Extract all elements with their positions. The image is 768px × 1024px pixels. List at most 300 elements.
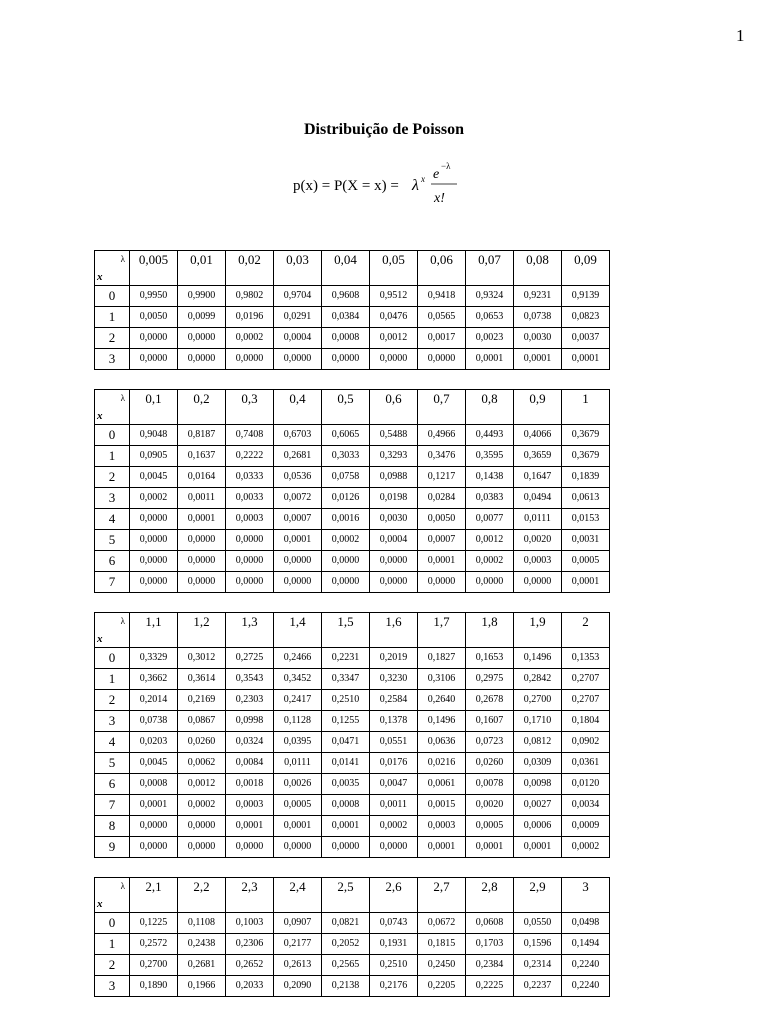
probability-cell: 0,1647 [514,467,562,488]
probability-cell: 0,0004 [274,328,322,349]
probability-cell: 0,0738 [130,711,178,732]
probability-cell: 0,0008 [322,795,370,816]
probability-cell: 0,0000 [274,349,322,370]
probability-cell: 0,0050 [130,307,178,328]
table-corner [95,251,130,286]
lambda-header: 2,8 [466,878,514,913]
probability-cell: 0,0384 [322,307,370,328]
probability-cell: 0,0007 [418,530,466,551]
table-row [95,446,610,467]
table-corner [95,613,130,648]
probability-cell: 0,1703 [466,934,514,955]
poisson-table-4 [94,877,610,997]
probability-cell: 0,0723 [466,732,514,753]
probability-cell: 0,1804 [562,711,610,732]
x-value: 1 [95,446,130,467]
probability-cell: 0,2678 [466,690,514,711]
probability-cell: 0,2177 [274,934,322,955]
probability-cell: 0,3679 [562,425,610,446]
probability-cell: 0,2222 [226,446,274,467]
probability-cell: 0,2176 [370,976,418,997]
lambda-header: 1,8 [466,613,514,648]
probability-cell: 0,1438 [466,467,514,488]
poisson-formula [0,160,768,210]
x-value: 3 [95,711,130,732]
probability-cell: 0,0000 [322,572,370,593]
probability-cell: 0,0002 [178,795,226,816]
probability-cell: 0,0018 [226,774,274,795]
probability-cell: 0,0012 [466,530,514,551]
lambda-header: 2,1 [130,878,178,913]
lambda-axis-label: λ [120,616,125,626]
probability-cell: 0,0284 [418,488,466,509]
lambda-header-row [95,251,610,286]
probability-cell: 0,0000 [226,551,274,572]
formula-numerator: e [433,167,440,182]
probability-cell: 0,0098 [514,774,562,795]
probability-cell: 0,0000 [130,551,178,572]
probability-cell: 0,0324 [226,732,274,753]
probability-cell: 0,2700 [130,955,178,976]
probability-cell: 0,2019 [370,648,418,669]
table-row [95,976,610,997]
probability-cell: 0,0047 [370,774,418,795]
probability-cell: 0,0007 [274,509,322,530]
probability-cell: 0,2450 [418,955,466,976]
probability-cell: 0,2510 [370,955,418,976]
probability-cell: 0,2384 [466,955,514,976]
tables-area [94,250,614,1000]
poisson-table-3 [94,612,610,858]
table-row [95,572,610,593]
probability-cell: 0,0000 [130,837,178,858]
probability-cell: 0,0035 [322,774,370,795]
probability-cell: 0,2510 [322,690,370,711]
probability-cell: 0,0821 [322,913,370,934]
x-value: 0 [95,425,130,446]
lambda-header: 0,3 [226,390,274,425]
probability-cell: 0,2240 [562,955,610,976]
probability-cell: 0,0291 [274,307,322,328]
probability-cell: 0,0812 [514,732,562,753]
probability-cell: 0,0905 [130,446,178,467]
lambda-header: 0,02 [226,251,274,286]
table-row [95,690,610,711]
probability-cell: 0,0050 [418,509,466,530]
probability-cell: 0,1378 [370,711,418,732]
table-row [95,551,610,572]
probability-cell: 0,0008 [322,328,370,349]
lambda-header: 0,07 [466,251,514,286]
probability-cell: 0,0000 [178,551,226,572]
lambda-header: 2,9 [514,878,562,913]
probability-cell: 0,1815 [418,934,466,955]
probability-cell: 0,0000 [226,530,274,551]
probability-cell: 0,0000 [130,572,178,593]
probability-cell: 0,0011 [370,795,418,816]
probability-cell: 0,3452 [274,669,322,690]
probability-cell: 0,2725 [226,648,274,669]
lambda-header-row [95,613,610,648]
probability-cell: 0,0867 [178,711,226,732]
table-row [95,795,610,816]
probability-cell: 0,0006 [514,816,562,837]
x-value: 5 [95,753,130,774]
probability-cell: 0,0001 [274,816,322,837]
lambda-header: 0,01 [178,251,226,286]
probability-cell: 0,0031 [562,530,610,551]
lambda-header: 0,5 [322,390,370,425]
probability-cell: 0,0008 [130,774,178,795]
x-axis-label: x [97,410,103,422]
x-value: 5 [95,530,130,551]
lambda-header: 2 [562,613,610,648]
probability-cell: 0,0565 [418,307,466,328]
probability-cell: 0,0000 [274,572,322,593]
x-value: 7 [95,572,130,593]
lambda-header: 1 [562,390,610,425]
probability-cell: 0,1839 [562,467,610,488]
probability-cell: 0,0002 [562,837,610,858]
probability-cell: 0,2584 [370,690,418,711]
probability-cell: 0,3012 [178,648,226,669]
table-row [95,648,610,669]
lambda-header: 0,8 [466,390,514,425]
x-value: 3 [95,488,130,509]
lambda-header: 2,7 [418,878,466,913]
probability-cell: 0,0164 [178,467,226,488]
probability-cell: 0,2417 [274,690,322,711]
probability-cell: 0,0260 [178,732,226,753]
lambda-axis-label: λ [120,881,125,891]
probability-cell: 0,9900 [178,286,226,307]
x-value: 1 [95,669,130,690]
probability-cell: 0,3614 [178,669,226,690]
probability-cell: 0,0000 [370,572,418,593]
lambda-header: 0,08 [514,251,562,286]
probability-cell: 0,0498 [562,913,610,934]
probability-cell: 0,0001 [562,349,610,370]
probability-cell: 0,2613 [274,955,322,976]
lambda-header: 1,5 [322,613,370,648]
x-value: 1 [95,934,130,955]
probability-cell: 0,0141 [322,753,370,774]
probability-cell: 0,0000 [178,349,226,370]
probability-cell: 0,6065 [322,425,370,446]
probability-cell: 0,1890 [130,976,178,997]
probability-cell: 0,0030 [370,509,418,530]
probability-cell: 0,2240 [562,976,610,997]
probability-cell: 0,1596 [514,934,562,955]
probability-cell: 0,1108 [178,913,226,934]
lambda-header: 0,7 [418,390,466,425]
probability-cell: 0,1217 [418,467,466,488]
probability-cell: 0,0084 [226,753,274,774]
probability-cell: 0,7408 [226,425,274,446]
lambda-header: 2,6 [370,878,418,913]
probability-cell: 0,0383 [466,488,514,509]
probability-cell: 0,0000 [322,349,370,370]
probability-cell: 0,2652 [226,955,274,976]
probability-cell: 0,0000 [514,572,562,593]
table-row [95,488,610,509]
probability-cell: 0,0902 [562,732,610,753]
probability-cell: 0,0536 [274,467,322,488]
x-value: 2 [95,467,130,488]
probability-cell: 0,2090 [274,976,322,997]
probability-cell: 0,9608 [322,286,370,307]
probability-cell: 0,2438 [178,934,226,955]
probability-cell: 0,0001 [322,816,370,837]
probability-cell: 0,0002 [466,551,514,572]
probability-cell: 0,0196 [226,307,274,328]
probability-cell: 0,1128 [274,711,322,732]
x-value: 1 [95,307,130,328]
probability-cell: 0,0653 [466,307,514,328]
table-row [95,732,610,753]
table-corner [95,878,130,913]
probability-cell: 0,0000 [130,816,178,837]
probability-cell: 0,0001 [514,349,562,370]
probability-cell: 0,0099 [178,307,226,328]
probability-cell: 0,3679 [562,446,610,467]
probability-cell: 0,0000 [178,328,226,349]
probability-cell: 0,2237 [514,976,562,997]
probability-cell: 0,0395 [274,732,322,753]
probability-cell: 0,2014 [130,690,178,711]
formula-exponent-x: x [421,174,425,184]
x-value: 0 [95,913,130,934]
probability-cell: 0,2314 [514,955,562,976]
lambda-header-row [95,878,610,913]
table-row [95,307,610,328]
probability-cell: 0,0738 [514,307,562,328]
x-value: 3 [95,976,130,997]
table-row [95,425,610,446]
probability-cell: 0,0988 [370,467,418,488]
formula-lhs: p(x) = P(X = x) = [293,178,399,194]
lambda-header: 0,1 [130,390,178,425]
probability-cell: 0,0120 [562,774,610,795]
formula-denominator: x! [434,191,445,206]
probability-cell: 0,1637 [178,446,226,467]
x-value: 0 [95,286,130,307]
x-axis-label: x [97,898,103,910]
probability-cell: 0,0998 [226,711,274,732]
probability-cell: 0,4493 [466,425,514,446]
page-title: Distribuição de Poisson [303,121,464,138]
probability-cell: 0,0020 [466,795,514,816]
probability-cell: 0,0001 [514,837,562,858]
probability-cell: 0,0002 [130,488,178,509]
probability-cell: 0,2306 [226,934,274,955]
probability-cell: 0,2640 [418,690,466,711]
probability-cell: 0,0176 [370,753,418,774]
lambda-header: 0,9 [514,390,562,425]
probability-cell: 0,0471 [322,732,370,753]
probability-cell: 0,0072 [274,488,322,509]
probability-cell: 0,2565 [322,955,370,976]
probability-cell: 0,0000 [418,572,466,593]
x-value: 0 [95,648,130,669]
probability-cell: 0,2572 [130,934,178,955]
formula-lambda: λ [412,177,419,194]
probability-cell: 0,0001 [466,349,514,370]
table-row [95,286,610,307]
probability-cell: 0,2303 [226,690,274,711]
probability-cell: 0,0000 [322,551,370,572]
probability-cell: 0,0000 [130,349,178,370]
probability-cell: 0,2052 [322,934,370,955]
probability-cell: 0,2231 [322,648,370,669]
lambda-header: 1,2 [178,613,226,648]
probability-cell: 0,0203 [130,732,178,753]
probability-cell: 0,2975 [466,669,514,690]
table-row [95,837,610,858]
lambda-header: 0,005 [130,251,178,286]
probability-cell: 0,0034 [562,795,610,816]
x-value: 8 [95,816,130,837]
probability-cell: 0,0015 [418,795,466,816]
probability-cell: 0,0823 [562,307,610,328]
probability-cell: 0,0000 [466,572,514,593]
probability-cell: 0,0000 [274,551,322,572]
probability-cell: 0,3662 [130,669,178,690]
probability-cell: 0,0033 [226,488,274,509]
lambda-header: 1,1 [130,613,178,648]
probability-cell: 0,0030 [514,328,562,349]
probability-cell: 0,2169 [178,690,226,711]
probability-cell: 0,0000 [370,349,418,370]
probability-cell: 0,9231 [514,286,562,307]
probability-cell: 0,2205 [418,976,466,997]
poisson-table-1 [94,250,610,370]
page-number: 1 [736,26,745,45]
probability-cell: 0,9048 [130,425,178,446]
probability-cell: 0,0613 [562,488,610,509]
x-value: 2 [95,328,130,349]
probability-cell: 0,0000 [322,837,370,858]
probability-cell: 0,0361 [562,753,610,774]
lambda-header: 0,05 [370,251,418,286]
probability-cell: 0,0023 [466,328,514,349]
probability-cell: 0,0061 [418,774,466,795]
probability-cell: 0,0758 [322,467,370,488]
probability-cell: 0,1931 [370,934,418,955]
probability-cell: 0,1710 [514,711,562,732]
probability-cell: 0,0153 [562,509,610,530]
probability-cell: 0,9704 [274,286,322,307]
lambda-header: 0,09 [562,251,610,286]
lambda-header: 1,6 [370,613,418,648]
probability-cell: 0,2700 [514,690,562,711]
table-row [95,955,610,976]
probability-cell: 0,0494 [514,488,562,509]
probability-cell: 0,6703 [274,425,322,446]
table-row [95,711,610,732]
x-value: 9 [95,837,130,858]
probability-cell: 0,0260 [466,753,514,774]
x-value: 3 [95,349,130,370]
probability-cell: 0,2842 [514,669,562,690]
probability-cell: 0,0000 [178,816,226,837]
probability-cell: 0,0000 [178,837,226,858]
probability-cell: 0,0005 [466,816,514,837]
probability-cell: 0,9512 [370,286,418,307]
lambda-header: 0,4 [274,390,322,425]
probability-cell: 0,0012 [178,774,226,795]
probability-cell: 0,4966 [418,425,466,446]
probability-cell: 0,0003 [418,816,466,837]
lambda-header: 1,7 [418,613,466,648]
probability-cell: 0,2681 [178,955,226,976]
probability-cell: 0,0000 [226,572,274,593]
table-row [95,774,610,795]
x-value: 7 [95,795,130,816]
probability-cell: 0,0000 [418,349,466,370]
probability-cell: 0,0551 [370,732,418,753]
probability-cell: 0,0001 [130,795,178,816]
probability-cell: 0,0000 [226,349,274,370]
probability-cell: 0,2707 [562,669,610,690]
probability-cell: 0,4066 [514,425,562,446]
probability-cell: 0,0309 [514,753,562,774]
probability-cell: 0,3476 [418,446,466,467]
probability-cell: 0,2466 [274,648,322,669]
probability-cell: 0,0017 [418,328,466,349]
probability-cell: 0,0907 [274,913,322,934]
probability-cell: 0,1494 [562,934,610,955]
probability-cell: 0,0003 [514,551,562,572]
probability-cell: 0,0045 [130,753,178,774]
table-row [95,934,610,955]
probability-cell: 0,1607 [466,711,514,732]
probability-cell: 0,1003 [226,913,274,934]
probability-cell: 0,0636 [418,732,466,753]
probability-cell: 0,0216 [418,753,466,774]
probability-cell: 0,3329 [130,648,178,669]
probability-cell: 0,0001 [418,837,466,858]
lambda-header: 0,06 [418,251,466,286]
probability-cell: 0,0005 [562,551,610,572]
probability-cell: 0,1496 [418,711,466,732]
table-row [95,349,610,370]
probability-cell: 0,1255 [322,711,370,732]
probability-cell: 0,0027 [514,795,562,816]
probability-cell: 0,0000 [130,328,178,349]
probability-cell: 0,0005 [274,795,322,816]
probability-cell: 0,0016 [322,509,370,530]
probability-cell: 0,0198 [370,488,418,509]
probability-cell: 0,0126 [322,488,370,509]
probability-cell: 0,0111 [514,509,562,530]
probability-cell: 0,0000 [370,837,418,858]
lambda-header-row [95,390,610,425]
lambda-header: 0,2 [178,390,226,425]
x-value: 6 [95,774,130,795]
probability-cell: 0,8187 [178,425,226,446]
probability-cell: 0,0743 [370,913,418,934]
probability-cell: 0,0476 [370,307,418,328]
probability-cell: 0,0009 [562,816,610,837]
probability-cell: 0,0000 [178,530,226,551]
probability-cell: 0,1966 [178,976,226,997]
x-value: 2 [95,690,130,711]
lambda-axis-label: λ [120,393,125,403]
probability-cell: 0,3595 [466,446,514,467]
probability-cell: 0,3106 [418,669,466,690]
probability-cell: 0,0002 [226,328,274,349]
